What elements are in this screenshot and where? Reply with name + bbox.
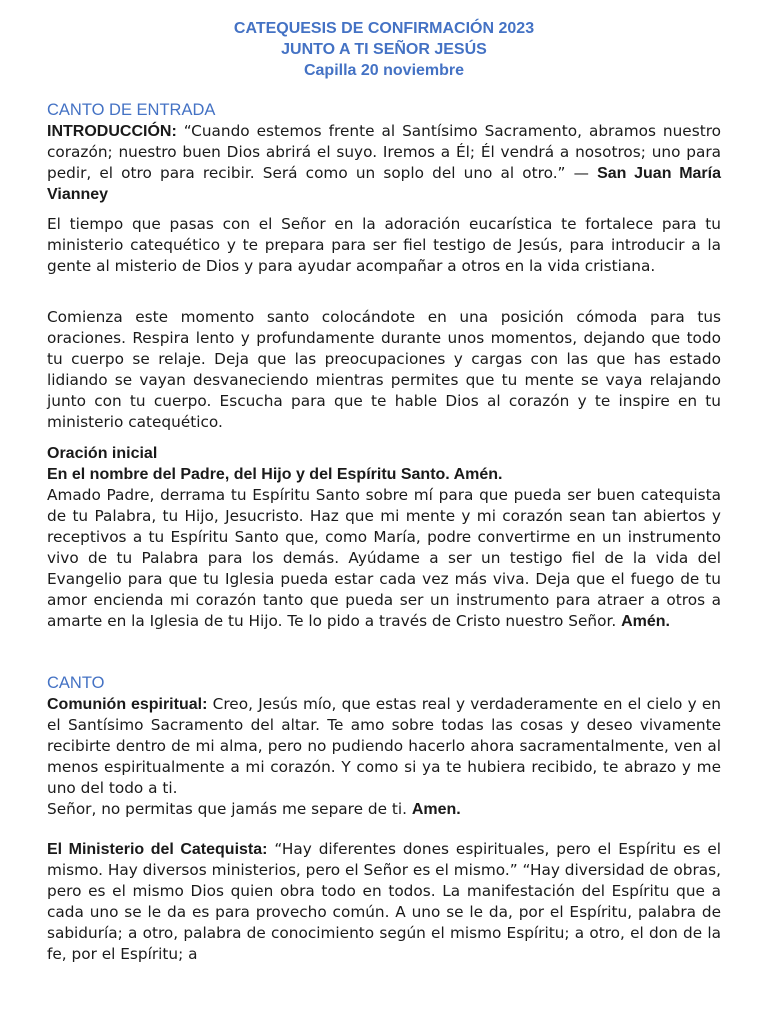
canto-entrada-section <box>47 100 721 205</box>
oracion-text <box>47 485 721 632</box>
comunion-paragraph <box>47 694 721 799</box>
introduccion-label: INTRODUCCIÓN: <box>47 123 177 140</box>
oracion-section <box>47 443 721 632</box>
introduccion-quote: “Cuando estemos frente al Santísimo Sacramento, abramos nuestro corazón; nuestro buen Dios abrirá el suyo. Iremos a Él; Él vendrá a nosotros; uno para pedir, el otro para recibir. Será como un soplo del uno al otro.” — <box>47 122 721 182</box>
ministerio-paragraph <box>47 839 721 965</box>
comunion-text: Creo, Jesús mío, que estas real y verdaderamente en el cielo y en el Santísimo Sacramento del altar. Te amo sobre todas las cosas y deseo vivamente recibirte dentro de mi alma, pero no pudiendo hacerlo ahora sacramentalmente, ven al menos espiritualmente a mi corazón. Y como si ya te hubiera recibido, te abrazo y me uno del todo a ti. <box>47 695 721 797</box>
comunion-last-line <box>47 799 721 820</box>
paragraph-text: El tiempo que pasas con el Señor en la adoración eucarística te fortalece para tu ministerio catequético y te prepara para ser fiel testigo de Jesús, para introducir a la gente al misterio de Dios y para ayudar acompañar a otros en la vida cristiana. <box>47 215 721 275</box>
canto-entrada-heading: CANTO DE ENTRADA <box>47 101 216 119</box>
comunion-last-text: Señor, no permitas que jamás me separe de ti. <box>47 800 412 818</box>
comunion-label: Comunión espiritual: <box>47 696 208 713</box>
paragraph-adoracion <box>47 214 721 277</box>
ministerio-label: El Ministerio del Catequista: <box>47 841 268 858</box>
canto-heading: CANTO <box>47 674 105 692</box>
header-title: CATEQUESIS DE CONFIRMACIÓN 2023 <box>233 20 535 37</box>
introduccion-paragraph <box>47 121 721 205</box>
paragraph-comienza <box>47 307 721 433</box>
oracion-heading: Oración inicial <box>47 445 158 462</box>
header-date: Capilla 20 noviembre <box>303 62 465 79</box>
oracion-body: Amado Padre, derrama tu Espíritu Santo sobre mí para que pueda ser buen catequista de tu Palabra, tu Hijo, Jesucristo. Haz que mi mente y mi corazón sean tan abiertos y receptivos a tu Espíritu Santo que, como María, podre convertirme en un instrumento vivo de tu Palabra para los demás. Ayúdame a ser un testigo fiel de la vida del Evangelio para que tu Iglesia pueda estar cada vez más viva. Deja que el fuego de tu amor encienda mi corazón tanto que pueda ser un instrumento para atraer a otros a amarte en la Iglesia de tu Hijo. Te lo pido a través de Cristo nuestro Señor. <box>47 486 721 630</box>
canto-section <box>47 673 721 820</box>
document-header <box>0 18 768 81</box>
introduccion-author: San Juan María Vianney <box>47 165 721 203</box>
oracion-amen: Amén. <box>621 613 670 630</box>
oracion-sign: En el nombre del Padre, del Hijo y del Espíritu Santo. Amén. <box>47 466 503 483</box>
header-subtitle: JUNTO A TI SEÑOR JESÚS <box>281 41 487 58</box>
ministerio-section <box>47 839 721 965</box>
paragraph-text: Comienza este momento santo colocándote en una posición cómoda para tus oraciones. Respira lento y profundamente durante unos momentos, dejando que todo tu cuerpo se relaje. Deja que las preocupaciones y cargas con las que has estado lidiando se vayan desvaneciendo mientras permites que tu mente se vaya relajando junto con tu cuerpo. Escucha para que te hable Dios al corazón y te inspire en tu ministerio catequético. <box>47 308 721 431</box>
ministerio-text: “Hay diferentes dones espirituales, pero el Espíritu es el mismo. Hay diversos ministerios, pero el Señor es el mismo.” “Hay diversidad de obras, pero es el mismo Dios quien obra todo en todos. La manifestación del Espíritu que a cada uno se le da es para provecho común. A uno se le da, por el Espíritu, palabra de sabiduría; a otro, palabra de conocimiento según el mismo Espíritu; a otro, el don de la fe, por el Espíritu; a <box>47 840 721 963</box>
comunion-amen: Amen. <box>411 801 461 818</box>
